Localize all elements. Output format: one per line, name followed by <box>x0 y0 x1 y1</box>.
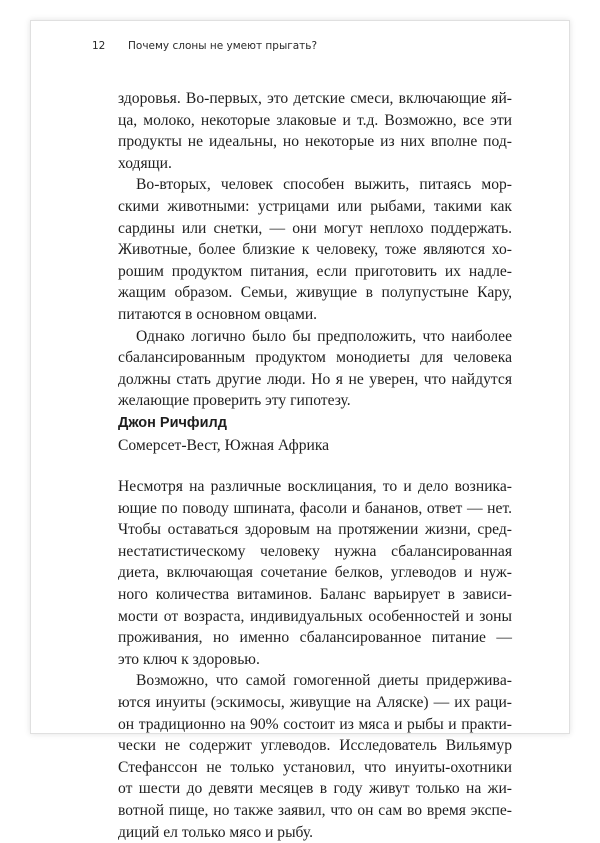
page-body <box>118 88 512 843</box>
book-title: Почему слоны не умеют прыгать? <box>128 40 318 52</box>
paragraph <box>118 670 512 843</box>
text-line: мости от возраста, индивидуальных особенностей и зоны <box>118 607 512 625</box>
text-line: жащим образом. Семьи, живущие в полупустыне Кару, <box>118 284 512 302</box>
text-line: диета, включающая сочетание белков, углеводов и нуж- <box>118 564 512 582</box>
text-line: Возможно, что самой гомогенной диеты придерживa- <box>136 672 512 690</box>
text-line: Стефанссон не только установил, что инуиты-охотники <box>118 758 512 776</box>
text-line: ются инуиты (эскимосы, живущие на Аляске) — их раци- <box>118 694 512 712</box>
text-line: должны стать другие люди. Но я не уверен, что найдутся <box>118 370 512 388</box>
author-name: Джон Ричфилд <box>118 414 227 431</box>
page-number: 12 <box>92 40 106 52</box>
text-line: от шести до девяти месяцев в году живут только на жи- <box>118 780 512 798</box>
text-line: Однако логично было бы предположить, что наиболее <box>136 327 512 345</box>
text-line: нестатистическому человеку нужна сбалансированная <box>118 542 512 560</box>
text-line: проживания, но именно сбалансированное питание — <box>118 629 512 647</box>
text-line: вотной пище, но также заявил, что он сам во время экспе- <box>118 802 512 819</box>
text-line: скими животными: устрицами или рыбами, такими как <box>118 197 512 215</box>
text-line: Во-вторых, человек способен выжить, питаясь мор- <box>136 176 512 194</box>
text-line: ходящи. <box>118 154 172 172</box>
text-line: здоровья. Во-первых, это детские смеси, включающие яй- <box>118 90 512 107</box>
text-line: желающие проверить эту гипотезу. <box>118 392 351 410</box>
text-line: диций ел только мясо и рыбу. <box>118 823 314 841</box>
text-line: продукты не идеальны, но некоторые из них вполне под- <box>118 133 512 151</box>
text-line: ного количества витаминов. Баланс варьирует в зависи- <box>118 586 512 604</box>
text-line: ца, молоко, некоторые злаковые и т.д. Возможно, все эти <box>118 111 512 129</box>
running-header <box>92 40 317 52</box>
paragraph <box>118 88 512 174</box>
author-signature <box>118 413 512 456</box>
text-line: сбалансированным продуктом монодиеты для человека <box>118 349 512 367</box>
paragraph <box>118 326 512 412</box>
text-line: ющие по поводу шпината, фасоли и бананов, ответ — нет. <box>118 499 512 517</box>
text-line: чески не содержит углеводов. Исследователь Вильямур <box>118 737 512 755</box>
text-line: это ключ к здоровью. <box>118 650 260 668</box>
text-line: сардины или снетки, — они могут неплохо поддержать. <box>118 219 512 237</box>
paragraph <box>118 476 512 670</box>
author-location: Сомерсет-Вест, Южная Африка <box>118 436 330 454</box>
text-line: Животные, более близкие к человеку, тоже являются хо- <box>118 241 512 259</box>
section-gap <box>118 456 512 476</box>
text-line: он традиционно на 90% состоит из мяса и рыбы и практи- <box>118 715 512 733</box>
text-line: рошим продуктом питания, если приготовить их надле- <box>118 262 512 280</box>
text-line: питаются в основном овцами. <box>118 305 318 323</box>
text-line: Несмотря на различные восклицания, то и дело возника- <box>118 478 512 496</box>
paragraph <box>118 174 512 325</box>
text-line: Чтобы оставаться здоровым на протяжении жизни, сред- <box>118 521 512 539</box>
